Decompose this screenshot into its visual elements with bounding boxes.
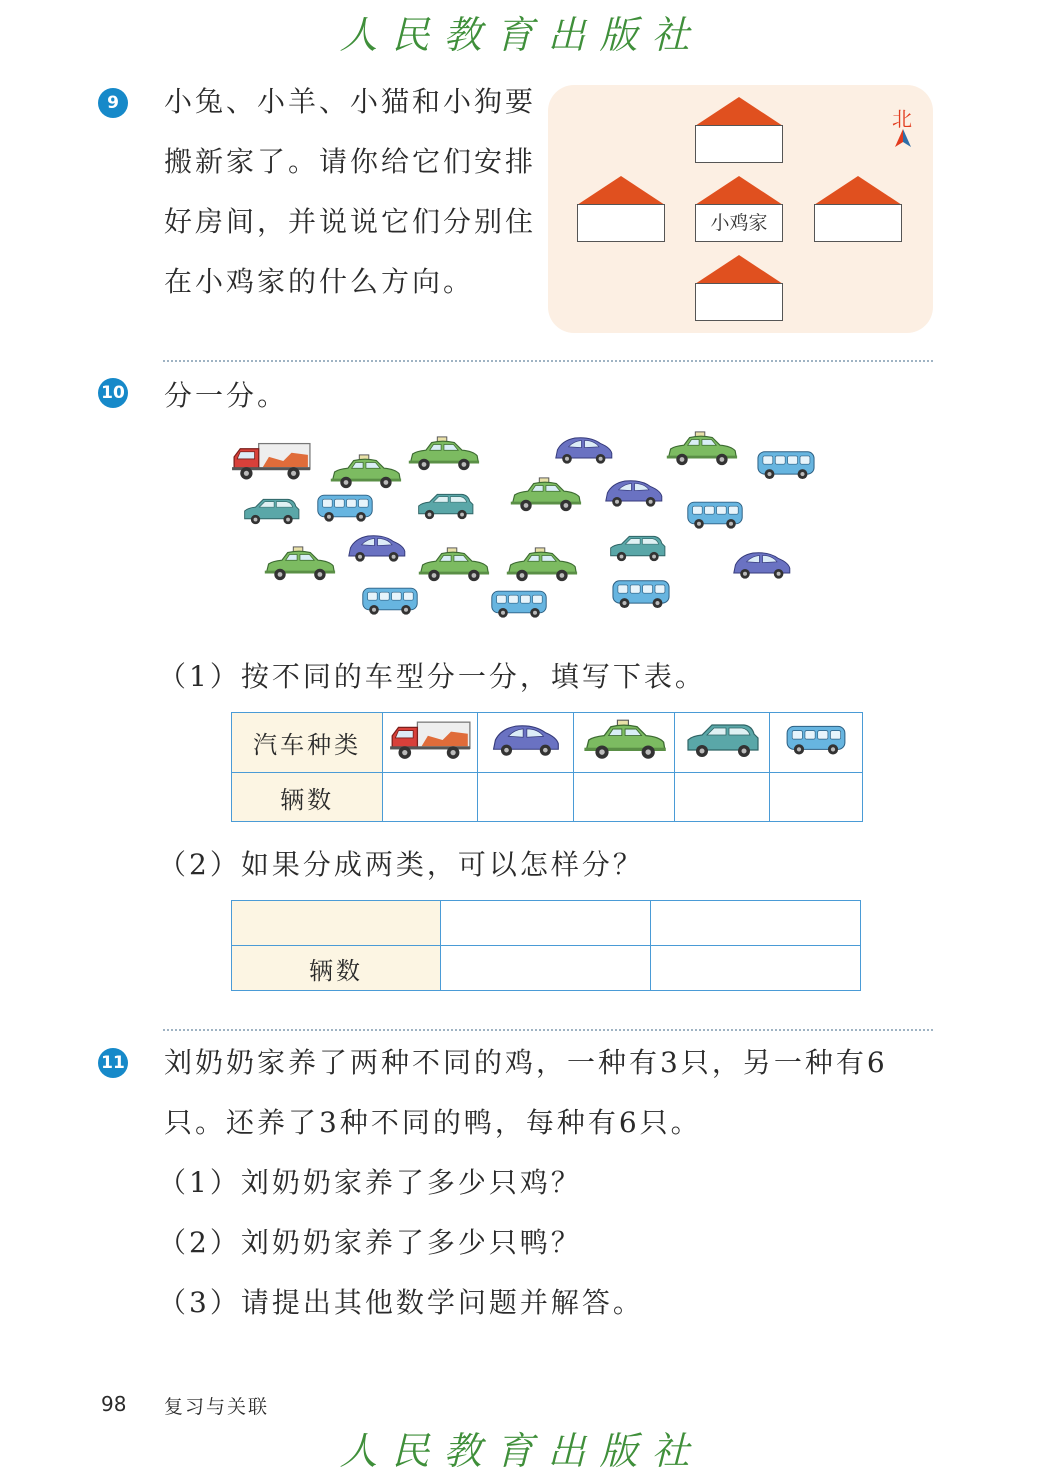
q11-sub-2: （2）刘奶奶家养了多少只鸭？ bbox=[158, 1226, 582, 1259]
count-cell-category-1[interactable] bbox=[441, 946, 651, 991]
column-minibus bbox=[769, 713, 862, 773]
truck-icon bbox=[232, 444, 310, 480]
vehicle-count-table bbox=[231, 712, 863, 822]
minibus-icon bbox=[363, 588, 417, 614]
minibus-icon bbox=[318, 495, 372, 521]
vehicle-scatter-illustration bbox=[0, 0, 1043, 640]
column-suv bbox=[674, 713, 769, 773]
vehicle-type-header: 汽车种类 bbox=[232, 713, 383, 773]
q10-part1-label: （1）按不同的车型分一分，填写下表。 bbox=[158, 660, 706, 693]
taxi-icon bbox=[265, 547, 335, 580]
minibus-icon bbox=[782, 718, 850, 762]
q11-subquestions bbox=[158, 1153, 644, 1333]
column-hatchback bbox=[478, 713, 573, 773]
truck-icon bbox=[388, 718, 472, 762]
taxi-icon bbox=[409, 437, 479, 470]
hatchback-car-icon bbox=[606, 481, 662, 507]
question-number-10: 10 bbox=[98, 378, 128, 408]
page-number: 98 bbox=[101, 1392, 127, 1416]
suv-icon bbox=[245, 499, 299, 524]
q11-text bbox=[164, 1033, 954, 1153]
column-truck bbox=[383, 713, 478, 773]
hatchback-car-icon bbox=[349, 536, 405, 562]
column-taxi bbox=[573, 713, 674, 773]
hatchback-car-icon bbox=[488, 718, 562, 762]
suv-icon bbox=[419, 494, 473, 519]
count-cell-minibus[interactable] bbox=[769, 773, 862, 822]
taxi-icon bbox=[331, 455, 401, 488]
q11-line: 只。还养了3种不同的鸭，每种有6只。 bbox=[164, 1106, 702, 1139]
section-name: 复习与关联 bbox=[164, 1396, 270, 1418]
minibus-icon bbox=[688, 502, 742, 528]
hatchback-car-icon bbox=[556, 438, 612, 464]
taxi-icon bbox=[419, 548, 489, 581]
q9-line: 在小鸡家的什么方向。 bbox=[164, 265, 475, 298]
q9-line: 好房间，并说说它们分别住 bbox=[164, 205, 537, 238]
q10-title: 分一分。 bbox=[164, 379, 289, 412]
q10-part2-label: （2）如果分成两类，可以怎样分？ bbox=[158, 848, 644, 881]
q11-line: 刘奶奶家养了两种不同的鸡，一种有3只，另一种有6 bbox=[164, 1046, 888, 1079]
minibus-icon bbox=[613, 581, 669, 608]
q11-sub-1: （1）刘奶奶家养了多少只鸡？ bbox=[158, 1166, 582, 1199]
q9-line: 搬新家了。请你给它们安排 bbox=[164, 145, 537, 178]
hatchback-car-icon bbox=[734, 553, 790, 579]
center-house-label: 小鸡家 bbox=[695, 204, 783, 242]
count-row-header: 辆数 bbox=[232, 773, 383, 822]
suv-icon bbox=[611, 536, 665, 561]
question-number-9: 9 bbox=[98, 88, 128, 118]
publisher-header: 人民教育出版社 bbox=[339, 13, 704, 57]
q11-sub-3: （3）请提出其他数学问题并解答。 bbox=[158, 1286, 644, 1319]
question-number-11: 11 bbox=[98, 1048, 128, 1078]
minibus-icon bbox=[492, 591, 546, 617]
taxi-icon bbox=[511, 478, 581, 511]
minibus-icon bbox=[758, 452, 814, 479]
q9-line: 小兔、小羊、小猫和小狗要 bbox=[164, 85, 537, 118]
count-cell-suv[interactable] bbox=[674, 773, 769, 822]
north-label: 北 bbox=[892, 107, 912, 131]
count-row-header-2: 辆数 bbox=[232, 946, 441, 991]
suv-icon bbox=[682, 718, 762, 762]
category-header-cell[interactable] bbox=[232, 901, 441, 946]
count-cell-category-2[interactable] bbox=[651, 946, 861, 991]
taxi-icon bbox=[507, 548, 577, 581]
category-cell-1[interactable] bbox=[441, 901, 651, 946]
category-cell-2[interactable] bbox=[651, 901, 861, 946]
taxi-icon bbox=[578, 718, 670, 762]
publisher-footer: 人民教育出版社 bbox=[339, 1429, 704, 1473]
count-cell-truck[interactable] bbox=[383, 773, 478, 822]
count-cell-taxi[interactable] bbox=[573, 773, 674, 822]
count-cell-hatchback[interactable] bbox=[478, 773, 573, 822]
section-divider bbox=[163, 1029, 933, 1031]
taxi-icon bbox=[667, 432, 737, 465]
two-category-table bbox=[231, 900, 861, 991]
